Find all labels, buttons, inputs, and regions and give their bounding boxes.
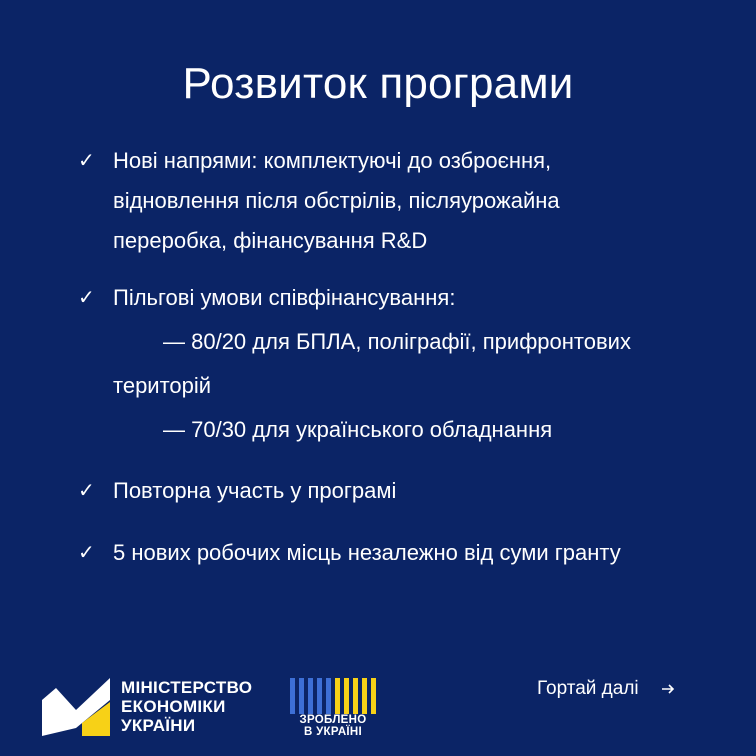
arrow-right-icon[interactable] bbox=[661, 682, 676, 696]
item-line: 5 нових робочих місць незалежно від суми гранту bbox=[113, 540, 621, 565]
made-in-line: В УКРАЇНІ bbox=[303, 726, 362, 738]
page-title: Розвиток програми bbox=[182, 59, 574, 108]
made-in-ukraine-icon bbox=[290, 678, 376, 714]
list-item bbox=[78, 533, 718, 573]
made-in-ukraine-label bbox=[290, 714, 376, 738]
made-in-line: ЗРОБЛЕНО bbox=[299, 714, 367, 726]
ministry-name-line: ЕКОНОМІКИ bbox=[121, 697, 226, 716]
ministry-name bbox=[121, 678, 252, 735]
ministry-logo-icon bbox=[42, 678, 110, 736]
sub-item-text: — 80/20 для БПЛА, поліграфії, прифронтових bbox=[163, 329, 631, 354]
item-line: Нові напрями: комплектуючі до озброєння, bbox=[113, 148, 552, 173]
sub-item-continuation: територій bbox=[113, 373, 212, 398]
list-item bbox=[78, 278, 718, 454]
list-item bbox=[78, 141, 718, 261]
next-link[interactable]: Гортай далі bbox=[537, 678, 639, 699]
list-item bbox=[78, 471, 718, 511]
sub-item-text: — 70/30 для українського обладнання bbox=[163, 417, 553, 442]
sub-item bbox=[113, 318, 718, 366]
check-icon: ✓ bbox=[78, 287, 95, 309]
check-icon: ✓ bbox=[78, 480, 95, 502]
item-line: Пільгові умови співфінансування: bbox=[113, 285, 456, 310]
item-line: переробка, фінансування R&D bbox=[113, 228, 428, 253]
ministry-name-line: УКРАЇНИ bbox=[121, 716, 196, 735]
check-icon: ✓ bbox=[78, 150, 95, 172]
sub-item bbox=[113, 406, 718, 454]
item-line: Повторна участь у програмі bbox=[113, 478, 397, 503]
item-line: відновлення після обстрілів, післяурожайна bbox=[113, 188, 560, 213]
check-icon: ✓ bbox=[78, 542, 95, 564]
features-list bbox=[78, 141, 718, 590]
ministry-name-line: МІНІСТЕРСТВО bbox=[121, 678, 253, 697]
